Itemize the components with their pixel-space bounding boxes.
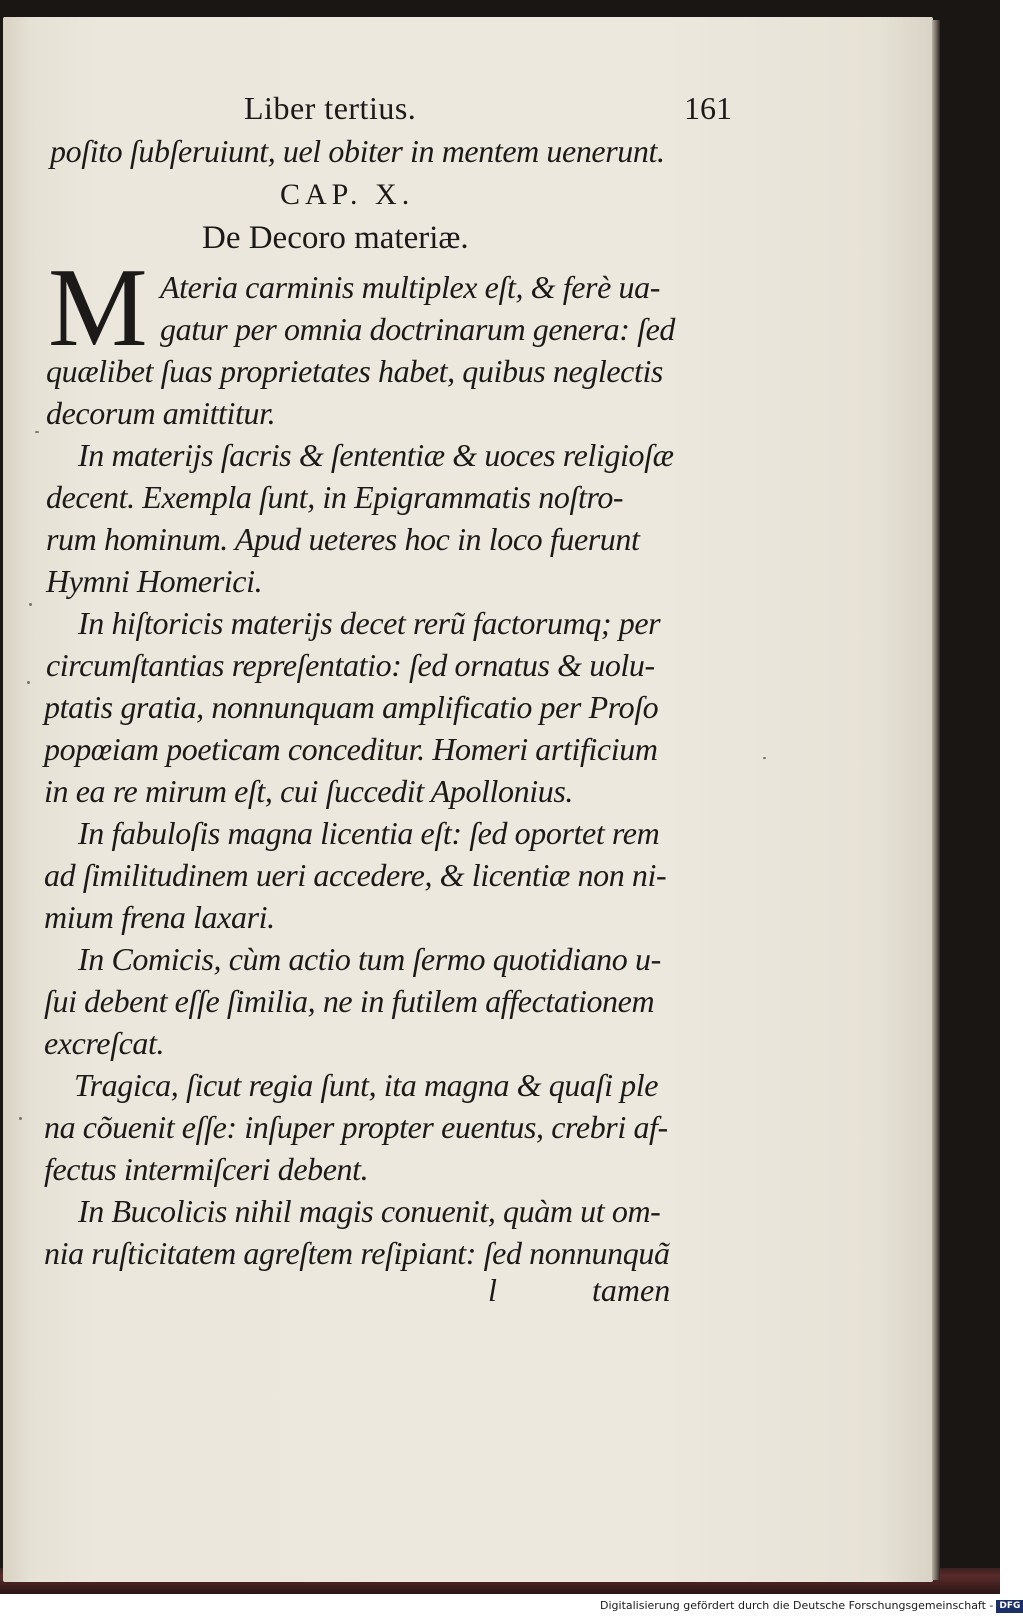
text-line: ptatis gratia, nonnunquam amplificatio per Proſo (44, 689, 659, 725)
text-line: Ateria carminis multiplex eſt, & ferè ua- (160, 269, 660, 305)
drop-cap-initial: M (48, 246, 146, 370)
paper-speck (29, 603, 32, 606)
text-line: fectus intermiſceri debent. (44, 1151, 369, 1187)
text-line: In hiſtoricis materijs decet rerũ factorumq; per (78, 605, 661, 641)
text-line: popœiam poeticam conceditur. Homeri artificium (44, 731, 658, 767)
chapter-number: CAP. X. (280, 178, 415, 211)
text-line: circumſtantias repreſentatio: ſed ornatus & uolu- (46, 647, 655, 683)
text-line: In materijs ſacris & ſententiæ & uoces religioſæ (78, 437, 674, 473)
paper-speck (35, 431, 39, 433)
chapter-title: De Decoro materiæ. (202, 220, 469, 256)
text-line: nia ruſticitatem agreſtem reſipiant: ſed nonnunquã (44, 1235, 670, 1271)
paper-speck (19, 1117, 22, 1120)
text-line: Tragica, ſicut regia ſunt, ita magna & quaſi ple (74, 1067, 659, 1103)
text-line: In Comicis, cùm actio tum ſermo quotidiano u- (78, 941, 661, 977)
page-number: 161 (684, 90, 732, 126)
continuation-line: poſito ſubſeruiunt, uel obiter in mentem uenerunt. (50, 133, 665, 169)
text-line: decent. Exempla ſunt, in Epigrammatis noſtro- (46, 479, 624, 515)
text-line: decorum amittitur. (46, 395, 276, 431)
text-line: excreſcat. (44, 1025, 165, 1061)
signature-mark: l (488, 1272, 497, 1308)
text-line: mium frena laxari. (44, 899, 275, 935)
paper-speck (27, 681, 30, 684)
text-line: In fabuloſis magna licentia eſt: ſed oportet rem (78, 815, 660, 851)
text-line: gatur per omnia doctrinarum genera: ſed (160, 311, 676, 347)
running-title: Liber tertius. (244, 90, 417, 126)
text-line: rum hominum. Apud ueteres hoc in loco fuerunt (46, 521, 640, 557)
text-line: ad ſimilitudinem ueri accedere, & licentiæ non ni- (44, 857, 667, 893)
dfg-logo: DFG (996, 1600, 1023, 1613)
catchword: tamen (592, 1272, 671, 1308)
paper-speck (763, 757, 766, 759)
text-line: ſui debent eſſe ſimilia, ne in futilem affectationem (44, 983, 655, 1019)
digitization-credit (600, 1598, 1021, 1614)
text-line: na cõuenit eſſe: inſuper propter euentus, crebri af- (44, 1109, 668, 1145)
running-head (244, 90, 734, 127)
text-line: quælibet ſuas proprietates habet, quibus neglectis (46, 353, 663, 389)
page-fore-edge (932, 20, 940, 1580)
text-line: Hymni Homerici. (46, 563, 263, 599)
text-line: in ea re mirum eſt, cui ſuccedit Apollonius. (44, 773, 573, 809)
credit-text: Digitalisierung gefördert durch die Deutsche Forschungsgemeinschaft - (600, 1599, 994, 1612)
text-line: In Bucolicis nihil magis conuenit, quàm ut om- (78, 1193, 661, 1229)
